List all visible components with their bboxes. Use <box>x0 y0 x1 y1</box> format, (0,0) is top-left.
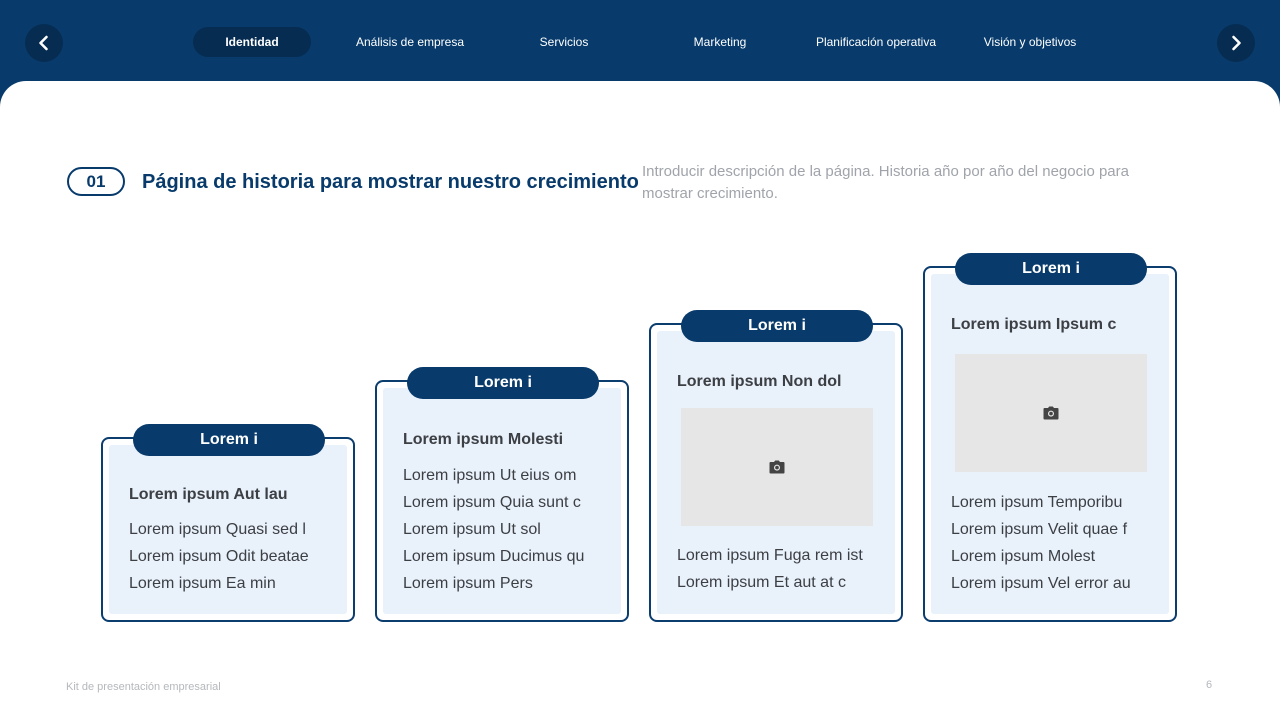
chevron-left-icon <box>35 34 53 52</box>
card-text-line: Lorem ipsum Odit beatae <box>129 548 309 565</box>
timeline-card-4 <box>923 260 1177 622</box>
page-number: 6 <box>1206 679 1213 691</box>
chevron-right-icon <box>1227 34 1245 52</box>
card-heading: Lorem ipsum Molesti <box>403 431 564 448</box>
tab-marketing[interactable]: Marketing <box>693 35 747 49</box>
camera-icon <box>769 460 785 474</box>
section-number-badge: 01 <box>67 167 125 196</box>
card-text-line: Lorem ipsum Ducimus qu <box>403 548 585 565</box>
page-title: Página de historia para mostrar nuestro crecimiento <box>142 171 639 193</box>
card-label-pill: Lorem i <box>133 424 325 456</box>
timeline-card-1 <box>101 431 355 622</box>
card-text-line: Lorem ipsum Pers <box>403 575 533 592</box>
card-heading: Lorem ipsum Ipsum c <box>951 316 1117 333</box>
tab-analisis-de-empresa[interactable]: Análisis de empresa <box>355 35 465 49</box>
card-text-line: Lorem ipsum Ut eius om <box>403 467 577 484</box>
previous-page-button[interactable] <box>25 24 63 62</box>
card-text-line: Lorem ipsum Quasi sed l <box>129 521 306 538</box>
next-page-button[interactable] <box>1217 24 1255 62</box>
card-text-line: Lorem ipsum Et aut at c <box>677 574 846 591</box>
image-placeholder <box>955 354 1147 472</box>
card-heading: Lorem ipsum Aut lau <box>129 486 288 503</box>
tab-identidad[interactable]: Identidad <box>193 27 311 57</box>
card-label-pill: Lorem i <box>955 253 1147 285</box>
card-text-line: Lorem ipsum Velit quae f <box>951 521 1128 538</box>
image-placeholder <box>681 408 873 526</box>
card-text-line: Lorem ipsum Quia sunt c <box>403 494 581 511</box>
card-text-line: Lorem ipsum Molest <box>951 548 1096 565</box>
timeline-card-3 <box>649 317 903 622</box>
card-text-line: Lorem ipsum Vel error au <box>951 575 1131 592</box>
tab-planificacion-operativa[interactable]: Planificación operativa <box>815 35 937 49</box>
card-label-pill: Lorem i <box>681 310 873 342</box>
footer-label: Kit de presentación empresarial <box>66 681 221 693</box>
page-description: Introducir descripción de la página. Historia año por año del negocio para mostrar crecimiento. <box>642 163 1129 202</box>
card-heading: Lorem ipsum Non dol <box>677 373 842 390</box>
tab-vision-y-objetivos[interactable]: Visión y objetivos <box>983 35 1077 49</box>
card-text-line: Lorem ipsum Fuga rem ist <box>677 547 863 564</box>
card-text-line: Lorem ipsum Ea min <box>129 575 276 592</box>
card-text-line: Lorem ipsum Ut sol <box>403 521 541 538</box>
timeline-card-2 <box>375 374 629 622</box>
tab-servicios[interactable]: Servicios <box>539 35 589 49</box>
card-text-line: Lorem ipsum Temporibu <box>951 494 1123 511</box>
camera-icon <box>1043 406 1059 420</box>
card-label-pill: Lorem i <box>407 367 599 399</box>
